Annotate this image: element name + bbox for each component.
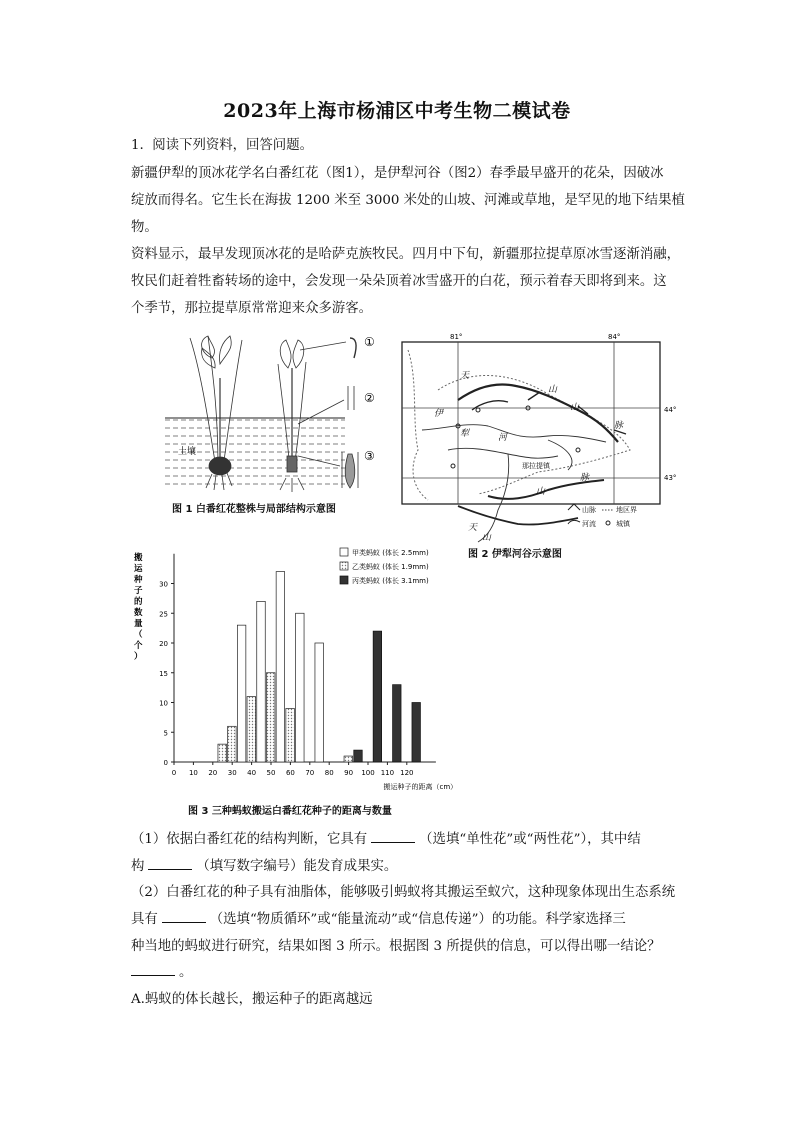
y-axis-label-char: 个: [134, 641, 143, 651]
page-title: 2023年上海市杨浦区中考生物二模试卷: [223, 100, 571, 122]
bar: [286, 708, 295, 762]
x-tick-label: 70: [305, 769, 315, 777]
legend-swatch: [340, 562, 348, 570]
map-label-shan4: 山: [482, 533, 492, 543]
y-axis-label-char: 数: [134, 608, 143, 618]
q1-text-b: （选填“单性花”或“两性花”），其中结: [419, 832, 641, 847]
figure2-caption: 图 2 伊犁河谷示意图: [468, 549, 562, 560]
legend-town: 城镇: [616, 520, 630, 528]
legend-boundary: 地区界: [616, 506, 637, 514]
figure2: [398, 330, 688, 548]
y-axis-label-char: 运: [134, 564, 143, 574]
y-axis-label-char: （: [134, 630, 143, 640]
map-label-mai: 脉: [614, 421, 624, 431]
question-number: 1.: [131, 138, 144, 153]
y-tick-label: 20: [159, 640, 168, 648]
y-tick-label: 30: [159, 580, 168, 589]
soil-label: 土壤: [178, 447, 197, 457]
paragraph1-line: 物。: [131, 220, 158, 235]
y-axis-label-char: 子: [134, 586, 143, 596]
x-tick-label: 90: [344, 769, 354, 777]
y-tick-label: 25: [159, 610, 168, 619]
bar: [354, 750, 363, 762]
map-label-li: 犁: [460, 429, 470, 439]
figure1-caption: 图 1 白番红花整株与局部结构示意图: [172, 504, 336, 515]
bar: [228, 726, 237, 762]
map-label-tian: 天: [460, 371, 470, 381]
lat-43-label: 43°: [664, 474, 677, 482]
figure3-caption: 图 3 三种蚂蚁搬运白番红花种子的距离与数量: [188, 806, 392, 817]
x-tick-label: 0: [171, 769, 177, 777]
marker-2: ②: [364, 391, 375, 405]
q2-text-end: 。: [179, 965, 193, 980]
x-tick-label: 100: [361, 769, 375, 777]
marker-1: ①: [364, 335, 375, 349]
x-tick-label: 110: [380, 769, 395, 777]
bar: [344, 756, 353, 762]
figure2-map: [398, 330, 688, 548]
legend-swatch: [340, 548, 348, 556]
legend-river: 河流: [582, 520, 596, 528]
answer-blank-1[interactable]: [371, 830, 415, 843]
option-a[interactable]: A.蚂蚁的体长越长，搬运种子的距离越远: [131, 992, 373, 1007]
q1-text-d: （填写数字编号）能发育成果实。: [196, 859, 398, 874]
answer-blank-4[interactable]: [131, 963, 175, 976]
y-axis-label-char: 搬: [134, 553, 143, 563]
bar: [393, 685, 402, 762]
figure3-chart: [128, 540, 458, 800]
figure1-illustration: [160, 328, 390, 518]
bar: [373, 631, 382, 762]
q2-line3: 种当地的蚂蚁进行研究，结果如图 3 所示。根据图 3 所提供的信息，可以得出哪一结论？: [131, 939, 661, 954]
question-prompt-text: 阅读下列资料，回答问题。: [152, 138, 313, 153]
x-tick-label: 20: [208, 769, 218, 777]
lon-84-label: 84°: [608, 333, 621, 341]
q2-line1: （2）白番红花的种子具有油脂体，能够吸引蚂蚁将其搬运至蚁穴，这种现象体现出生态系统: [131, 885, 676, 900]
marker-3: ③: [364, 449, 375, 463]
bar: [276, 572, 285, 762]
bar: [257, 601, 266, 762]
map-label-tian2: 天: [468, 523, 478, 533]
x-tick-label: 50: [266, 769, 276, 777]
q2-text-a: 具有: [131, 912, 158, 927]
q1-line2: [131, 857, 691, 877]
bar: [237, 625, 246, 762]
x-tick-label: 40: [247, 769, 257, 777]
bar: [412, 703, 421, 763]
y-axis-label-char: 的: [134, 597, 143, 607]
lon-81-label: 81°: [450, 333, 463, 341]
question-prompt: [131, 136, 691, 156]
q1-text-c: 构: [131, 859, 145, 874]
legend-swatch: [340, 576, 348, 584]
answer-blank-2[interactable]: [148, 857, 192, 870]
map-label-shan3: 山: [536, 487, 546, 497]
map-label-shan: 山: [548, 385, 558, 395]
bar: [296, 613, 305, 762]
paragraph2-line: 个季节，那拉提草原常常迎来众多游客。: [131, 301, 373, 316]
y-axis-label-char: 种: [134, 575, 143, 585]
q1-line1: [131, 830, 691, 850]
map-label-yi: 伊: [434, 409, 444, 419]
paragraph2-line: 牧民们赶着牲畜转场的途中，会发现一朵朵顶着冰雪盛开的白花，预示着春天即将到来。这: [131, 274, 667, 289]
legend-label: 乙类蚂蚁 (体长 1.9mm): [352, 563, 429, 571]
x-tick-label: 60: [285, 769, 295, 777]
bar-chart: [128, 540, 458, 800]
map-label-shan2: 山: [570, 403, 580, 413]
y-axis-label-char: 量: [134, 619, 143, 629]
x-tick-label: 10: [188, 769, 198, 777]
y-tick-label: 10: [159, 699, 168, 708]
map-label-nalati: 那拉提镇: [522, 462, 550, 470]
x-tick-label: 30: [227, 769, 237, 777]
legend-label: 丙类蚂蚁 (体长 3.1mm): [352, 577, 429, 585]
q1-text-a: （1）依据白番红花的结构判断，它具有: [131, 832, 368, 847]
y-tick-label: 0: [163, 759, 168, 767]
y-axis-label-char: ）: [134, 652, 143, 662]
y-tick-label: 5: [163, 729, 168, 738]
lat-44-label: 44°: [664, 406, 677, 414]
y-tick-label: 15: [159, 669, 168, 678]
bar: [266, 673, 275, 762]
q2-line4: [131, 963, 691, 983]
x-tick-label: 80: [324, 769, 334, 777]
map-label-mai2: 脉: [580, 473, 590, 483]
paragraph2-line: 资料显示，最早发现顶冰花的是哈萨克族牧民。四月中下旬，新疆那拉提草原冰雪逐渐消融，: [131, 247, 681, 262]
paragraph1-line: 新疆伊犁的顶冰花学名白番红花（图1），是伊犁河谷（图2）春季最早盛开的花朵，因破冰: [131, 166, 664, 181]
figure1: [160, 328, 390, 518]
answer-blank-3[interactable]: [162, 910, 206, 923]
q2-text-b: （选填“物质循环”或“能量流动”或“信息传递”）的功能。科学家选择三: [209, 912, 626, 927]
q2-line2: [131, 910, 691, 930]
map-label-he: 河: [498, 433, 508, 443]
paragraph1-line: 绽放而得名。它生长在海拔 1200 米至 3000 米处的山坡、河滩或草地，是罕见的地下结果植: [131, 193, 685, 208]
x-tick-label: 120: [400, 769, 414, 777]
legend-mountain: 山脉: [582, 506, 596, 514]
bar: [218, 744, 227, 762]
bar: [315, 643, 324, 762]
legend-label: 甲类蚂蚁 (体长 2.5mm): [352, 549, 429, 557]
bar: [247, 697, 256, 762]
x-axis-label: 搬运种子的距离（cm）: [383, 783, 458, 791]
